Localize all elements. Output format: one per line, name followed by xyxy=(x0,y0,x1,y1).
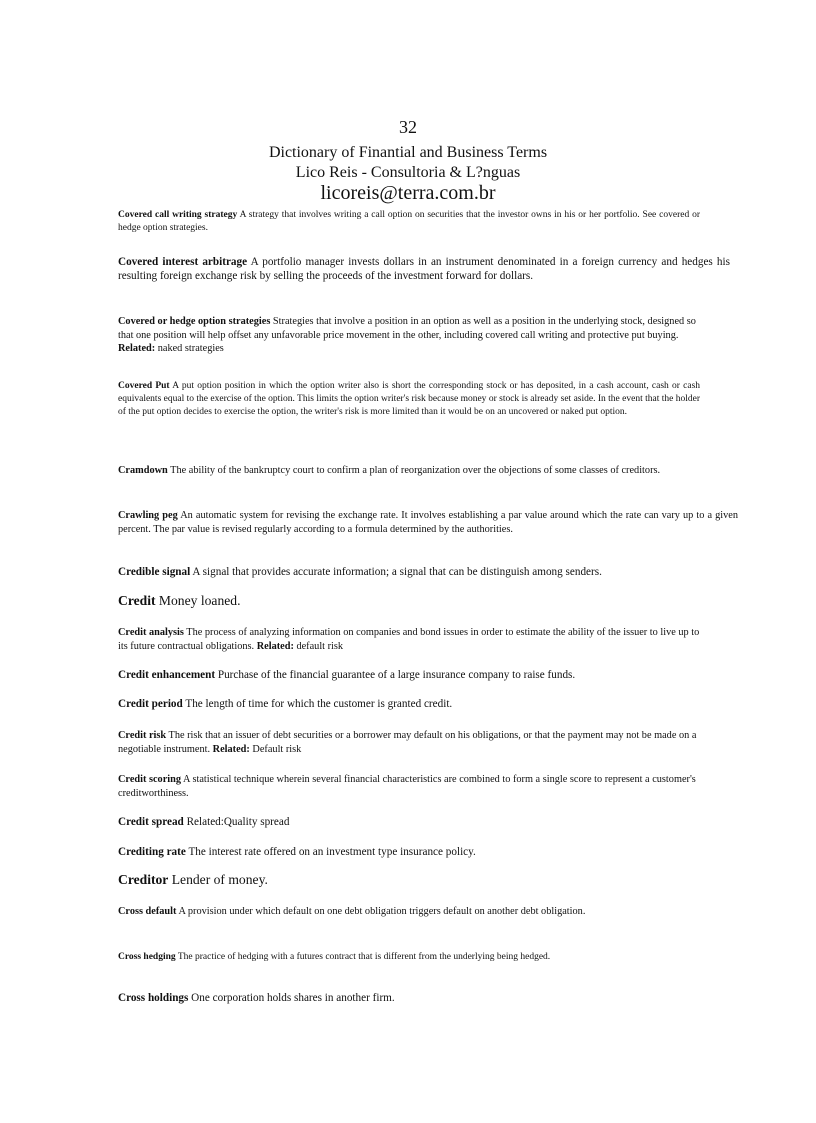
list-item xyxy=(118,872,738,888)
related-term: Default risk xyxy=(252,743,302,755)
entry-definition: Money loaned. xyxy=(158,593,241,608)
list-item xyxy=(118,815,738,829)
entry-term: Covered Put xyxy=(118,381,170,391)
entry-term: Credit scoring xyxy=(118,774,182,785)
entry-term: Credit xyxy=(118,593,156,608)
entry-term: Credit period xyxy=(118,698,183,710)
entry-definition: A signal that provides accurate information; a signal that can be distinguish among senders. xyxy=(192,566,602,578)
list-item xyxy=(118,905,700,919)
entry-term: Credit analysis xyxy=(118,627,184,638)
related-label: Related: xyxy=(118,343,156,355)
entry-term: Covered interest arbitrage xyxy=(118,256,248,268)
entry-definition: One corporation holds shares in another firm. xyxy=(191,992,395,1004)
list-item xyxy=(118,380,700,419)
related-term: default risk xyxy=(296,640,344,652)
list-item xyxy=(118,773,708,800)
entry-definition: The process of analyzing information on companies and bond issues in order to estimate the ability of the issuer to live up to its future contractual obligations. xyxy=(118,627,700,652)
entry-term: Covered call writing strategy xyxy=(118,210,238,220)
entry-term: Cramdown xyxy=(118,465,168,476)
entry-term: Credit risk xyxy=(118,730,167,741)
email-line: licoreis@terra.com.br xyxy=(320,182,496,204)
entry-definition: The interest rate offered on an investment type insurance policy. xyxy=(188,846,476,858)
list-item xyxy=(118,845,738,859)
entry-term: Covered or hedge option strategies xyxy=(118,316,271,327)
entry-definition: A statistical technique wherein several financial characteristics are combined to form a single score to represent a customer's creditworthiness. xyxy=(118,774,696,799)
entry-definition: Related:Quality spread xyxy=(186,816,290,828)
entry-definition: A strategy that involves writing a call option on securities that the investor owns in his or her portfolio. See covered or hedge option strategies. xyxy=(118,210,700,233)
related-label: Related: xyxy=(212,743,250,755)
list-item xyxy=(118,593,738,609)
list-item xyxy=(118,509,738,536)
entry-definition: A provision under which default on one debt obligation triggers default on another debt obligation. xyxy=(178,906,586,917)
entry-term: Crediting rate xyxy=(118,846,186,858)
related-term: naked strategies xyxy=(157,343,224,355)
entry-term: Cross default xyxy=(118,906,177,917)
list-item xyxy=(118,464,738,478)
entry-term: Cross hedging xyxy=(118,952,176,962)
entry-term: Credible signal xyxy=(118,566,191,578)
entry-definition: The practice of hedging with a futures contract that is different from the underlying being hedged. xyxy=(177,952,551,962)
entry-definition: A put option position in which the option writer also is short the corresponding stock or has deposited, in a cash account, cash or cash equivalents equal to the exercise of the option. This limits the option writer's risk because money or stock is already set aside. In the event that the holder of the put option decides to exercise the option, the writer's risk is more limited than it would be on an uncovered or naked put option. xyxy=(118,381,701,417)
entry-definition: The length of time for which the customer is granted credit. xyxy=(185,698,453,710)
author-line: Lico Reis - Consultoria & L?nguas xyxy=(295,164,521,181)
entry-definition: Lender of money. xyxy=(171,872,268,887)
list-item xyxy=(118,697,738,711)
list-item xyxy=(118,565,738,579)
list-item xyxy=(118,626,700,653)
related-label: Related: xyxy=(256,640,294,652)
entry-term: Credit enhancement xyxy=(118,669,216,681)
entry-definition: A portfolio manager invests dollars in an instrument denominated in a foreign currency and hedges his resulting foreign exchange risk by selling the proceeds of the investment forward for dollars. xyxy=(118,256,730,282)
entry-term: Creditor xyxy=(118,872,169,887)
list-item xyxy=(118,255,730,283)
entry-definition: Purchase of the financial guarantee of a large insurance company to raise funds. xyxy=(217,669,576,681)
entry-term: Cross holdings xyxy=(118,992,189,1004)
list-item xyxy=(118,668,738,682)
page-title: Dictionary of Finantial and Business Terms xyxy=(268,144,548,161)
list-item xyxy=(118,209,700,235)
entry-term: Credit spread xyxy=(118,816,184,828)
page-number: 32 xyxy=(399,117,417,137)
list-item xyxy=(118,315,700,356)
list-item xyxy=(118,951,678,964)
entry-definition: Strategies that involve a position in an option as well as a position in the underlying stock, designed so that one position will help offset any unfavorable price movement in the other, including covered call writing and protective put buying. xyxy=(118,316,696,341)
entry-definition: An automatic system for revising the exchange rate. It involves establishing a par value around which the rate can vary up to a given percent. The par value is revised regularly according to a formula determined by the authorities. xyxy=(118,510,738,535)
entry-term: Crawling peg xyxy=(118,510,178,521)
entry-definition: The ability of the bankruptcy court to confirm a plan of reorganization over the objections of some classes of creditors. xyxy=(170,465,661,476)
entry-definition: The risk that an issuer of debt securities or a borrower may default on his obligations, or that the payment may not be made on a negotiable instrument. xyxy=(118,730,697,755)
list-item xyxy=(118,991,738,1005)
list-item xyxy=(118,729,700,756)
